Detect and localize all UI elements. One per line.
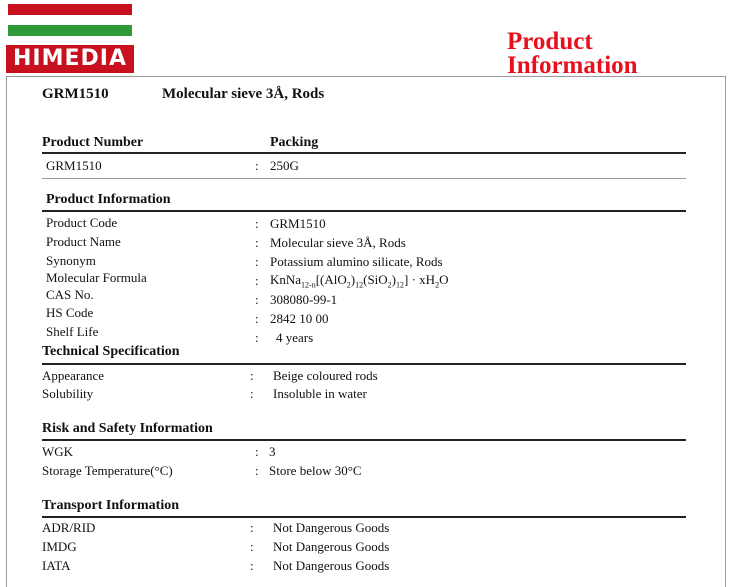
info-row-value: 4 years [276,330,314,345]
formula-part: ) [350,272,356,287]
spec-row-value: Beige coloured rods [273,368,378,383]
formula-sub: 12 [396,280,405,290]
packing-row-sep: : [255,158,259,173]
transport-row-label: IMDG [42,539,77,554]
brand-stripe-red [8,4,132,15]
brand-stripe-green [8,25,132,36]
molecular-formula-value [270,272,448,290]
risk-row-sep: : [255,444,259,459]
info-row-label: Molecular Formula [46,270,147,285]
product-information-title [507,30,638,78]
formula-part: ] · xH [404,272,436,287]
info-row-label: Product Name [46,234,121,249]
info-row-sep: : [255,216,259,231]
formula-sub: 2 [387,280,392,290]
product-code-heading: GRM1510 [42,86,109,102]
risk-row-value: 3 [269,444,276,459]
risk-row-value: Store below 30°C [269,463,362,478]
product-number-header: Product Number [42,135,144,150]
transport-row-value: Not Dangerous Goods [273,558,390,573]
product-information-header: Product Information [46,192,171,207]
logo-text: HIMEDIA [13,46,127,71]
info-row-sep: : [255,292,259,307]
risk-safety-header: Risk and Safety Information [42,421,213,436]
product-information-rule [42,210,686,212]
transport-rule [42,516,686,518]
info-row-label: HS Code [46,305,94,320]
info-row-label: Synonym [46,253,96,268]
product-name-heading: Molecular sieve 3Å, Rods [162,86,325,102]
technical-specification-header: Technical Specification [42,344,180,359]
packing-row-label: GRM1510 [46,158,102,173]
formula-part: ) [391,272,397,287]
info-row-label: Product Code [46,215,118,230]
packing-bottom-rule [42,178,686,179]
info-row-value: 308080-99-1 [270,292,338,307]
spec-row-label: Appearance [42,368,105,383]
brand-stripe-white [8,15,132,25]
formula-sub: 12 [355,280,364,290]
transport-row-value: Not Dangerous Goods [273,539,390,554]
info-row-value: 2842 10 00 [270,311,329,326]
transport-row-sep: : [250,558,254,573]
info-row-sep: : [255,235,259,250]
packing-row-value: 250G [270,158,299,173]
himedia-logo [6,45,134,73]
transport-row-value: Not Dangerous Goods [273,520,390,535]
risk-row-label: WGK [42,444,74,459]
info-row-value: GRM1510 [270,216,326,231]
formula-sub: 2 [346,280,351,290]
transport-header: Transport Information [42,498,180,513]
info-row-value: Potassium alumino silicate, Rods [270,254,443,269]
transport-row-label: ADR/RID [42,520,96,535]
formula-part: (SiO [363,272,388,287]
formula-sub: 2 [435,280,440,290]
risk-row-sep: : [255,463,259,478]
spec-row-value: Insoluble in water [273,386,367,401]
packing-rule [42,152,686,154]
spec-row-sep: : [250,368,254,383]
info-row-sep: : [255,254,259,269]
title-line-2: Information [507,52,638,79]
info-row-sep: : [255,330,259,345]
title-line-1: Product [507,28,593,55]
technical-specification-rule [42,363,686,365]
formula-part: [(AlO [315,272,347,287]
info-row-sep: : [255,311,259,326]
info-row-value: Molecular sieve 3Å, Rods [270,235,406,250]
info-row-label: Shelf Life [46,324,99,339]
transport-row-label: IATA [42,558,71,573]
info-row-sep: : [255,273,259,288]
formula-part: O [439,272,449,287]
info-row-label: CAS No. [46,287,94,302]
transport-row-sep: : [250,520,254,535]
formula-part: KnNa [270,272,302,287]
transport-row-sep: : [250,539,254,554]
spec-row-label: Solubility [42,386,94,401]
risk-row-label: Storage Temperature(°C) [42,463,173,478]
spec-row-sep: : [250,386,254,401]
formula-sub: 12-n [301,280,316,290]
packing-header: Packing [270,135,319,150]
risk-safety-rule [42,439,686,441]
